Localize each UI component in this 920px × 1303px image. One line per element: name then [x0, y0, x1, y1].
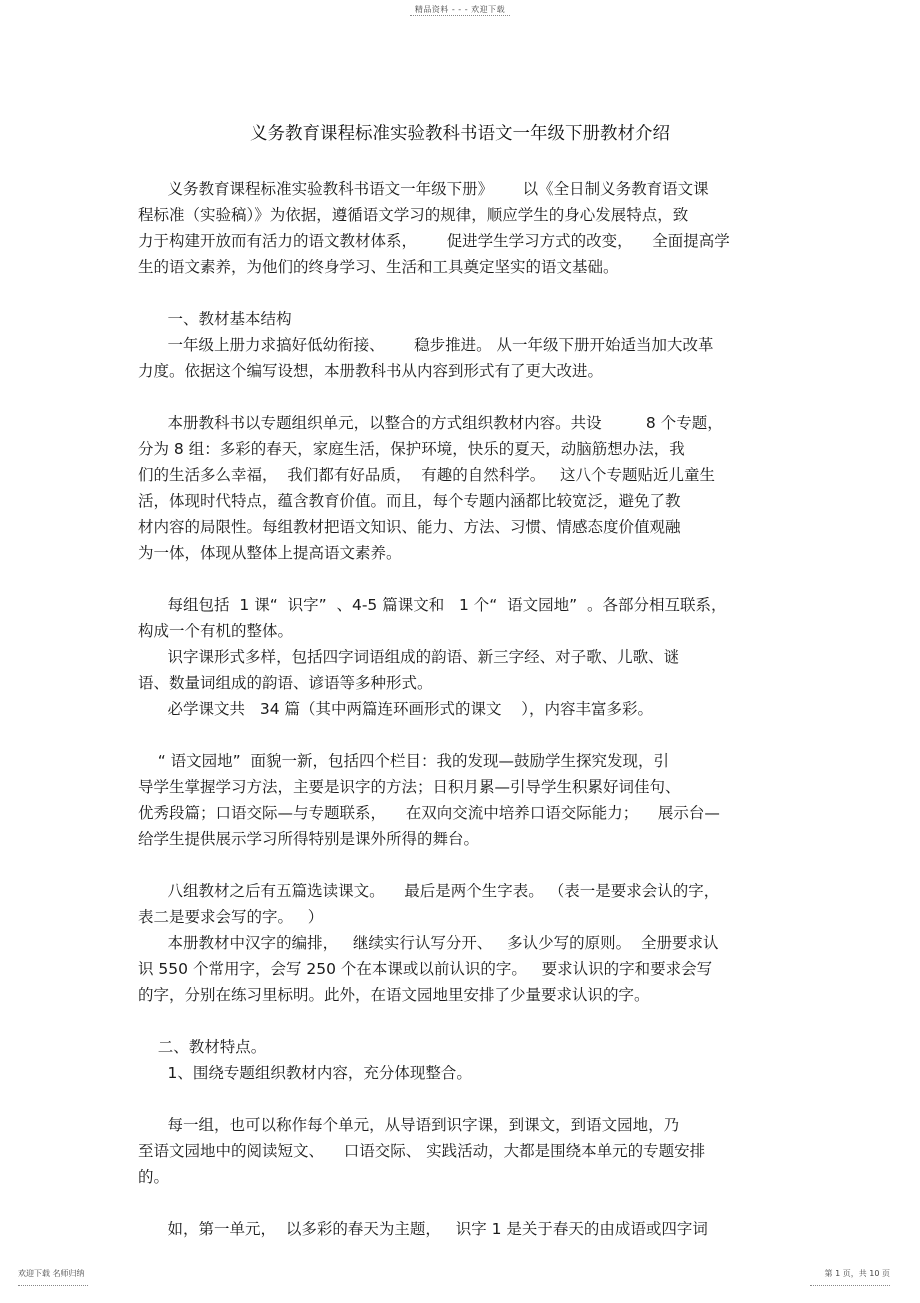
text-line: 分为 8 组：多彩的春天，家庭生活，保护环境，快乐的夏天，动脑筋想办法，我 [138, 440, 685, 458]
text-line: 本册教科书以专题组织单元，以整合的方式组织教材内容。共设 8 个专题， [138, 414, 723, 432]
text-line: 一、教材基本结构 [138, 310, 292, 328]
text-line: 程标准（实验稿）》为依据，遵循语文学习的规律，顺应学生的身心发展特点，致 [138, 206, 689, 224]
page-number: 第 1 页，共 10 页 [824, 1269, 890, 1278]
text-line: 二、教材特点。 [138, 1038, 267, 1056]
text-line: 的字，分别在练习里标明。此外，在语文园地里安排了少量要求认识的字。 [138, 986, 650, 1004]
text-line: 力于构建开放而有活力的语文教材体系， 促进学生学习方式的改变， 全面提高学 [138, 232, 730, 250]
footer-divider-right [810, 1285, 890, 1286]
text-line: 优秀段篇；口语交际—与专题联系， 在双向交流中培养口语交际能力； 展示台— [138, 804, 720, 822]
paragraph [138, 1034, 783, 1086]
text-line: 八组教材之后有五篇选读课文。 最后是两个生字表。 （表一是要求会认的字， [138, 882, 720, 900]
text-line: 每一组，也可以称作每个单元，从导语到识字课，到课文，到语文园地，乃 [138, 1116, 680, 1134]
text-line: 语、数量词组成的韵语、谚语等多种形式。 [138, 674, 433, 692]
paragraph [138, 592, 783, 722]
text-line: 至语文园地中的阅读短文、 口语交际、 实践活动，大都是围绕本单元的专题安排 [138, 1142, 706, 1160]
header-divider [410, 15, 510, 16]
text-line: “ 语文园地” 面貌一新，包括四个栏目：我的发现—鼓励学生探究发现，引 [138, 752, 670, 770]
text-line: 识字课形式多样，包括四字词语组成的韵语、新三字经、对子歌、儿歌、谜 [138, 648, 680, 666]
text-line: 如，第一单元， 以多彩的春天为主题， 识字 1 是关于春天的由成语或四字词 [138, 1220, 708, 1238]
paragraph [138, 176, 783, 280]
paragraph [138, 410, 783, 566]
text-line: 材内容的局限性。每组教材把语文知识、能力、方法、习惯、情感态度价值观融 [138, 518, 681, 536]
text-line: 为一体，体现从整体上提高语文素养。 [138, 544, 402, 562]
text-line: 导学生掌握学习方法，主要是识字的方法；日积月累—引导学生积累好词佳句、 [138, 778, 681, 796]
text-line: 本册教材中汉字的编排， 继续实行认写分开、 多认少写的原则。 全册要求认 [138, 934, 719, 952]
paragraph [138, 1112, 783, 1190]
paragraph [138, 748, 783, 852]
paragraph [138, 306, 783, 384]
text-line: 每组包括 1 课“ 识字” 、4-5 篇课文和 1 个“ 语文园地” 。各部分相互联系， [138, 596, 727, 614]
page-header: 精品资料 - - - 欢迎下载 [414, 5, 506, 14]
document-title: 义务教育课程标准实验教科书语文一年级下册教材介绍 [250, 124, 670, 144]
text-line: 义务教育课程标准实验教科书语文一年级下册》 以《全日制义务教育语文课 [138, 180, 709, 198]
text-line: 构成一个有机的整体。 [138, 622, 294, 640]
text-line: 给学生提供展示学习所得特别是课外所得的舞台。 [138, 830, 480, 848]
footer-left: 欢迎下载 名师归纳 [18, 1269, 85, 1278]
paragraph [138, 878, 783, 1008]
text-line: 识 550 个常用字，会写 250 个在本课或以前认识的字。 要求认识的字和要求会写 [138, 960, 713, 978]
text-line: 一年级上册力求搞好低幼衔接、 稳步推进。 从一年级下册开始适当加大改革 [138, 336, 714, 354]
text-line: 们的生活多么幸福， 我们都有好品质， 有趣的自然科学。 这八个专题贴近儿童生 [138, 466, 715, 484]
text-line: 活，体现时代特点，蕴含教育价值。而且，每个专题内涵都比较宽泛，避免了教 [138, 492, 681, 510]
footer-divider-left [18, 1285, 88, 1286]
document-body [138, 176, 783, 1268]
text-line: 力度。依据这个编写设想，本册教科书从内容到形式有了更大改进。 [138, 362, 604, 380]
text-line: 的。 [138, 1168, 170, 1186]
text-line: 1、围绕专题组织教材内容，充分体现整合。 [138, 1064, 472, 1082]
text-line: 必学课文共 34 篇（其中两篇连环画形式的课文 ），内容丰富多彩。 [138, 700, 653, 718]
text-line: 表二是要求会写的字。 ） [138, 908, 324, 926]
paragraph [138, 1216, 783, 1242]
text-line: 生的语文素养，为他们的终身学习、生活和工具奠定坚实的语文基础。 [138, 258, 619, 276]
